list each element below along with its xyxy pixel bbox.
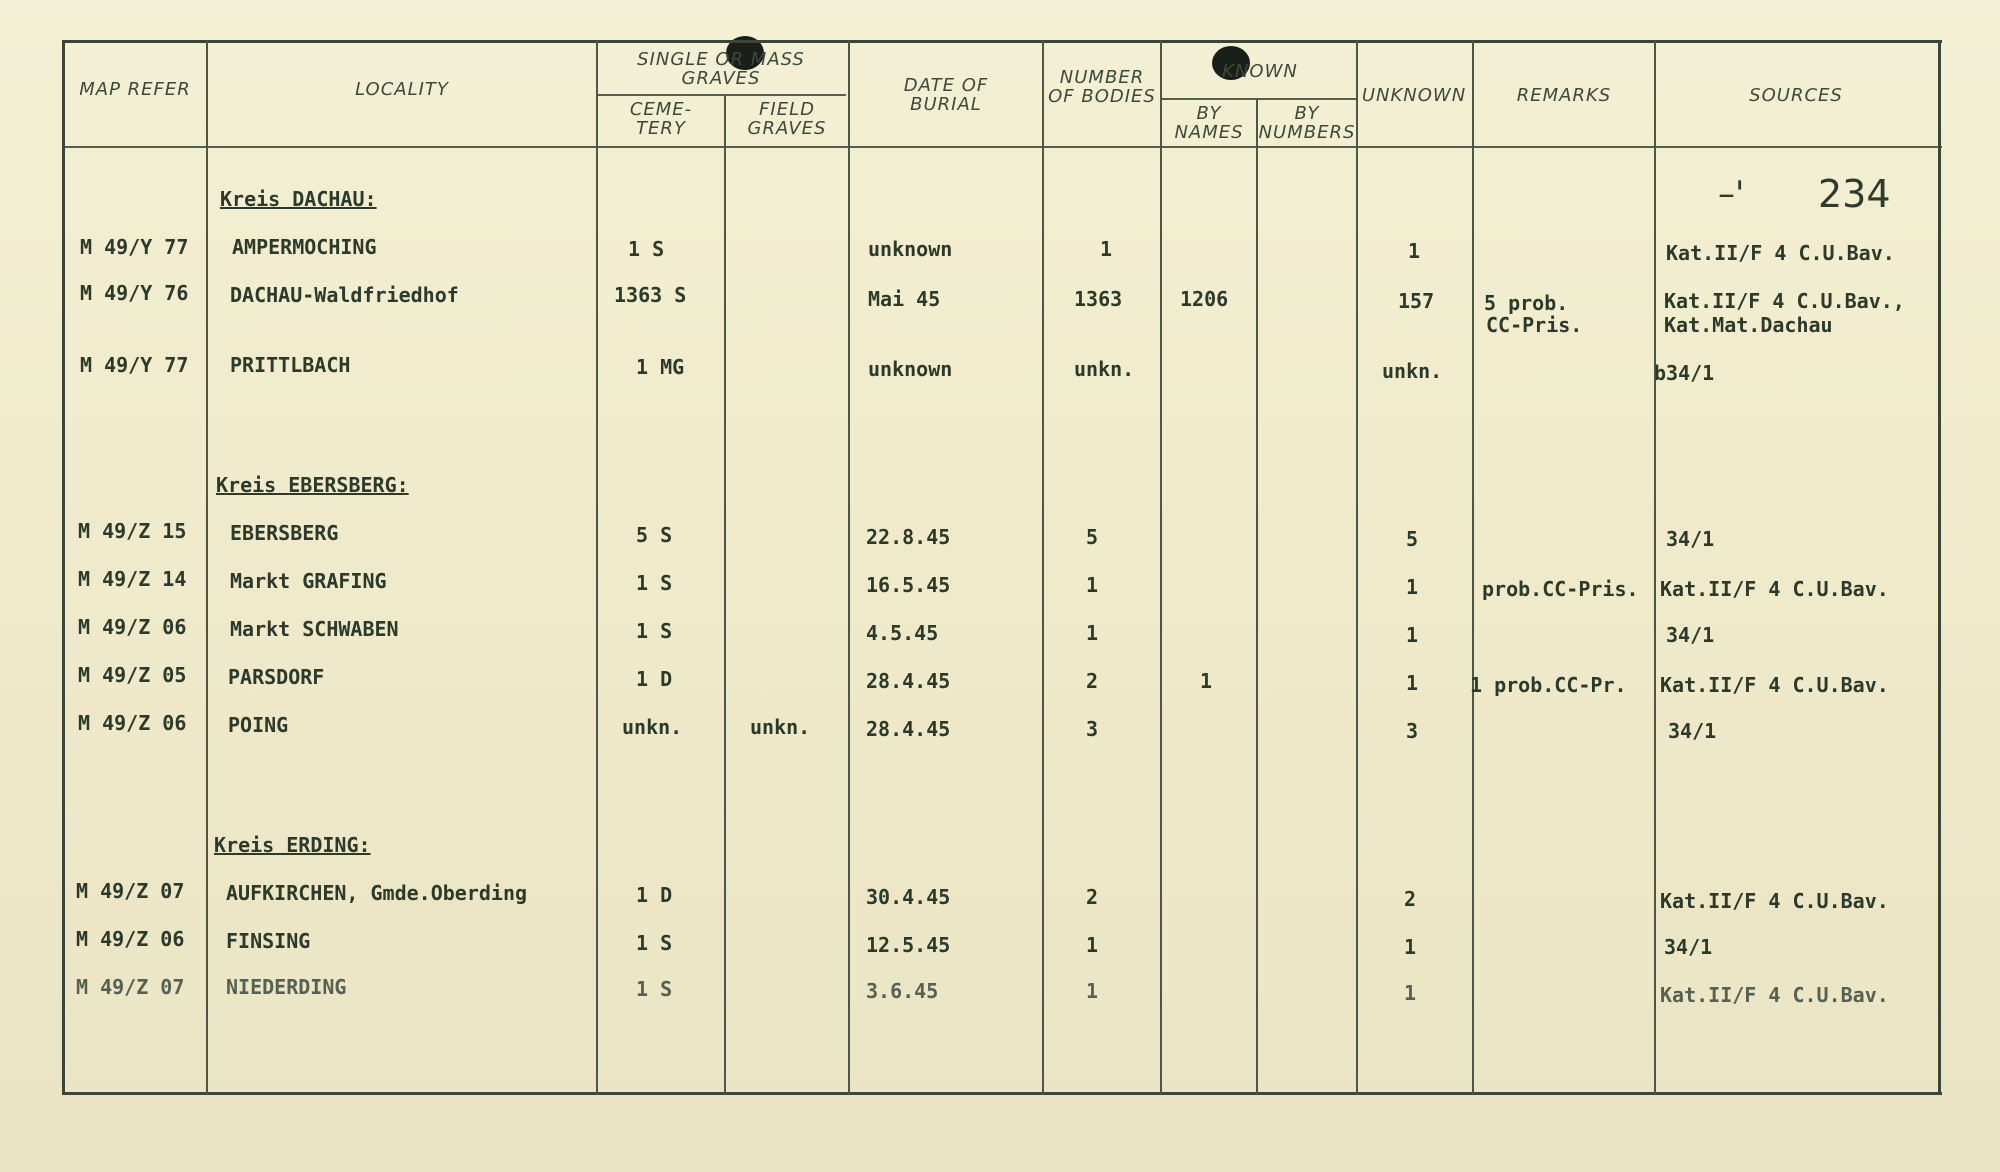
map-ref: M 49/Z 07 [76, 879, 185, 903]
burial-date: Mai 45 [868, 287, 941, 311]
burial-date: 4.5.45 [866, 621, 939, 645]
unknown-count: 1 [1406, 671, 1419, 695]
header-single-mass-graves: SINGLE OR MASS GRAVES [637, 49, 805, 89]
by-names: 1206 [1180, 287, 1229, 311]
cemetery: unkn. [622, 715, 683, 739]
unknown-count: 1 [1406, 575, 1419, 599]
kreis-heading: Kreis DACHAU: [220, 187, 377, 211]
header-remarks: REMARKS [1516, 85, 1612, 106]
header-sources: SOURCES [1749, 85, 1843, 106]
header-sub-rule-known [1162, 98, 1358, 100]
bodies: 1 [1086, 621, 1099, 645]
sources: Kat.II/F 4 C.U.Bav. [1660, 889, 1889, 913]
locality: FINSING [226, 929, 311, 953]
header-unknown: UNKNOWN [1361, 85, 1467, 106]
map-ref: M 49/Z 06 [78, 711, 187, 735]
sources: 34/1 [1666, 623, 1715, 647]
bodies: 1 [1100, 237, 1113, 261]
burial-date: 22.8.45 [866, 525, 951, 549]
unknown-count: 1 [1406, 623, 1419, 647]
sources: 34/1 [1666, 527, 1715, 551]
unknown-count: 1 [1408, 239, 1421, 263]
cemetery: 1363 S [614, 283, 687, 307]
frame-bottom [62, 1092, 1942, 1095]
frame-left [62, 40, 65, 1094]
burial-date: 28.4.45 [866, 669, 951, 693]
burial-date: 16.5.45 [866, 573, 951, 597]
map-ref: M 49/Y 77 [80, 353, 189, 377]
sources: b34/1 [1654, 361, 1715, 385]
remarks: 1 prob.CC-Pr. [1470, 673, 1627, 697]
kreis-heading: Kreis EBERSBERG: [216, 473, 409, 497]
sources: Kat.II/F 4 C.U.Bav. [1660, 577, 1889, 601]
header-by-names: BY NAMES [1174, 103, 1244, 143]
header-by-numbers: BY NUMBERS [1258, 103, 1356, 143]
map-ref: M 49/Z 06 [76, 927, 185, 951]
frame-top [62, 40, 1942, 43]
bodies: 1 [1086, 933, 1099, 957]
col-line-6 [1160, 40, 1162, 1094]
remarks: 5 prob. [1484, 291, 1569, 315]
frame-right [1938, 40, 1941, 1094]
map-ref: M 49/Z 07 [76, 975, 185, 999]
locality: DACHAU-Waldfriedhof [230, 283, 459, 307]
sources: 34/1 [1668, 719, 1717, 743]
locality: PRITTLBACH [230, 353, 351, 377]
header-map-refer: MAP REFER [79, 79, 191, 100]
burial-date: 30.4.45 [866, 885, 951, 909]
unknown-count: 157 [1398, 289, 1435, 313]
cemetery: 1 S [636, 619, 673, 643]
col-line-5 [1042, 40, 1044, 1094]
unknown-count: 3 [1406, 719, 1419, 743]
map-ref: M 49/Y 76 [80, 281, 189, 305]
bodies: 1363 [1074, 287, 1123, 311]
header-date-of-burial: DATE OF BURIAL [903, 75, 989, 115]
burial-date: unknown [868, 357, 953, 381]
bodies: 1 [1086, 573, 1099, 597]
col-line-7 [1256, 98, 1258, 1094]
bodies: 1 [1086, 979, 1099, 1003]
col-line-2 [596, 40, 598, 1094]
map-ref: M 49/Z 05 [78, 663, 187, 687]
cemetery: 1 S [636, 571, 673, 595]
page-mark: –' [1718, 174, 1745, 214]
burial-date: 3.6.45 [866, 979, 939, 1003]
burial-date: unknown [868, 237, 953, 261]
map-ref: M 49/Y 77 [80, 235, 189, 259]
cemetery: 5 S [636, 523, 673, 547]
col-line-3 [724, 94, 726, 1094]
bodies: unkn. [1074, 357, 1135, 381]
header-cemetery: CEME- TERY [629, 99, 693, 139]
by-names: 1 [1200, 669, 1213, 693]
sources: Kat.II/F 4 C.U.Bav. [1660, 673, 1889, 697]
cemetery: 1 MG [636, 355, 685, 379]
unknown-count: unkn. [1382, 359, 1443, 383]
unknown-count: 1 [1404, 981, 1417, 1005]
bodies: 3 [1086, 717, 1099, 741]
remarks: prob.CC-Pris. [1482, 577, 1639, 601]
burial-date: 28.4.45 [866, 717, 951, 741]
locality: NIEDERDING [226, 975, 347, 999]
field-graves: unkn. [750, 715, 811, 739]
locality: AMPERMOCHING [232, 235, 377, 259]
burial-date: 12.5.45 [866, 933, 951, 957]
sources: Kat.II/F 4 C.U.Bav., [1664, 289, 1905, 313]
cemetery: 1 S [636, 931, 673, 955]
cemetery: 1 D [636, 667, 673, 691]
map-ref: M 49/Z 14 [78, 567, 187, 591]
col-line-8 [1356, 40, 1358, 1094]
header-locality: LOCALITY [355, 79, 449, 100]
header-number-of-bodies: NUMBER OF BODIES [1048, 67, 1156, 107]
locality: Markt SCHWABEN [230, 617, 399, 641]
sources: Kat.II/F 4 C.U.Bav. [1666, 241, 1895, 265]
header-known: KNOWN [1222, 61, 1298, 82]
map-ref: M 49/Z 06 [78, 615, 187, 639]
page-number: 234 [1818, 172, 1891, 216]
bodies: 2 [1086, 669, 1099, 693]
unknown-count: 5 [1406, 527, 1419, 551]
remarks-line2: CC-Pris. [1486, 313, 1583, 337]
cemetery: 1 S [636, 977, 673, 1001]
bodies: 2 [1086, 885, 1099, 909]
locality: POING [228, 713, 289, 737]
col-line-4 [848, 40, 850, 1094]
cemetery: 1 S [628, 237, 665, 261]
locality: AUFKIRCHEN, Gmde.Oberding [226, 881, 528, 905]
header-field-graves: FIELD GRAVES [747, 99, 827, 139]
sources-line2: Kat.Mat.Dachau [1664, 313, 1833, 337]
map-ref: M 49/Z 15 [78, 519, 187, 543]
locality: Markt GRAFING [230, 569, 387, 593]
cemetery: 1 D [636, 883, 673, 907]
header-bottom-rule [62, 146, 1942, 148]
bodies: 5 [1086, 525, 1099, 549]
unknown-count: 2 [1404, 887, 1417, 911]
header-sub-rule-graves [598, 94, 846, 96]
col-line-10 [1654, 40, 1656, 1094]
locality: PARSDORF [228, 665, 325, 689]
kreis-heading: Kreis ERDING: [214, 833, 371, 857]
col-line-1 [206, 40, 208, 1094]
sources: 34/1 [1664, 935, 1713, 959]
unknown-count: 1 [1404, 935, 1417, 959]
sources: Kat.II/F 4 C.U.Bav. [1660, 983, 1889, 1007]
col-line-9 [1472, 40, 1474, 1094]
locality: EBERSBERG [230, 521, 339, 545]
